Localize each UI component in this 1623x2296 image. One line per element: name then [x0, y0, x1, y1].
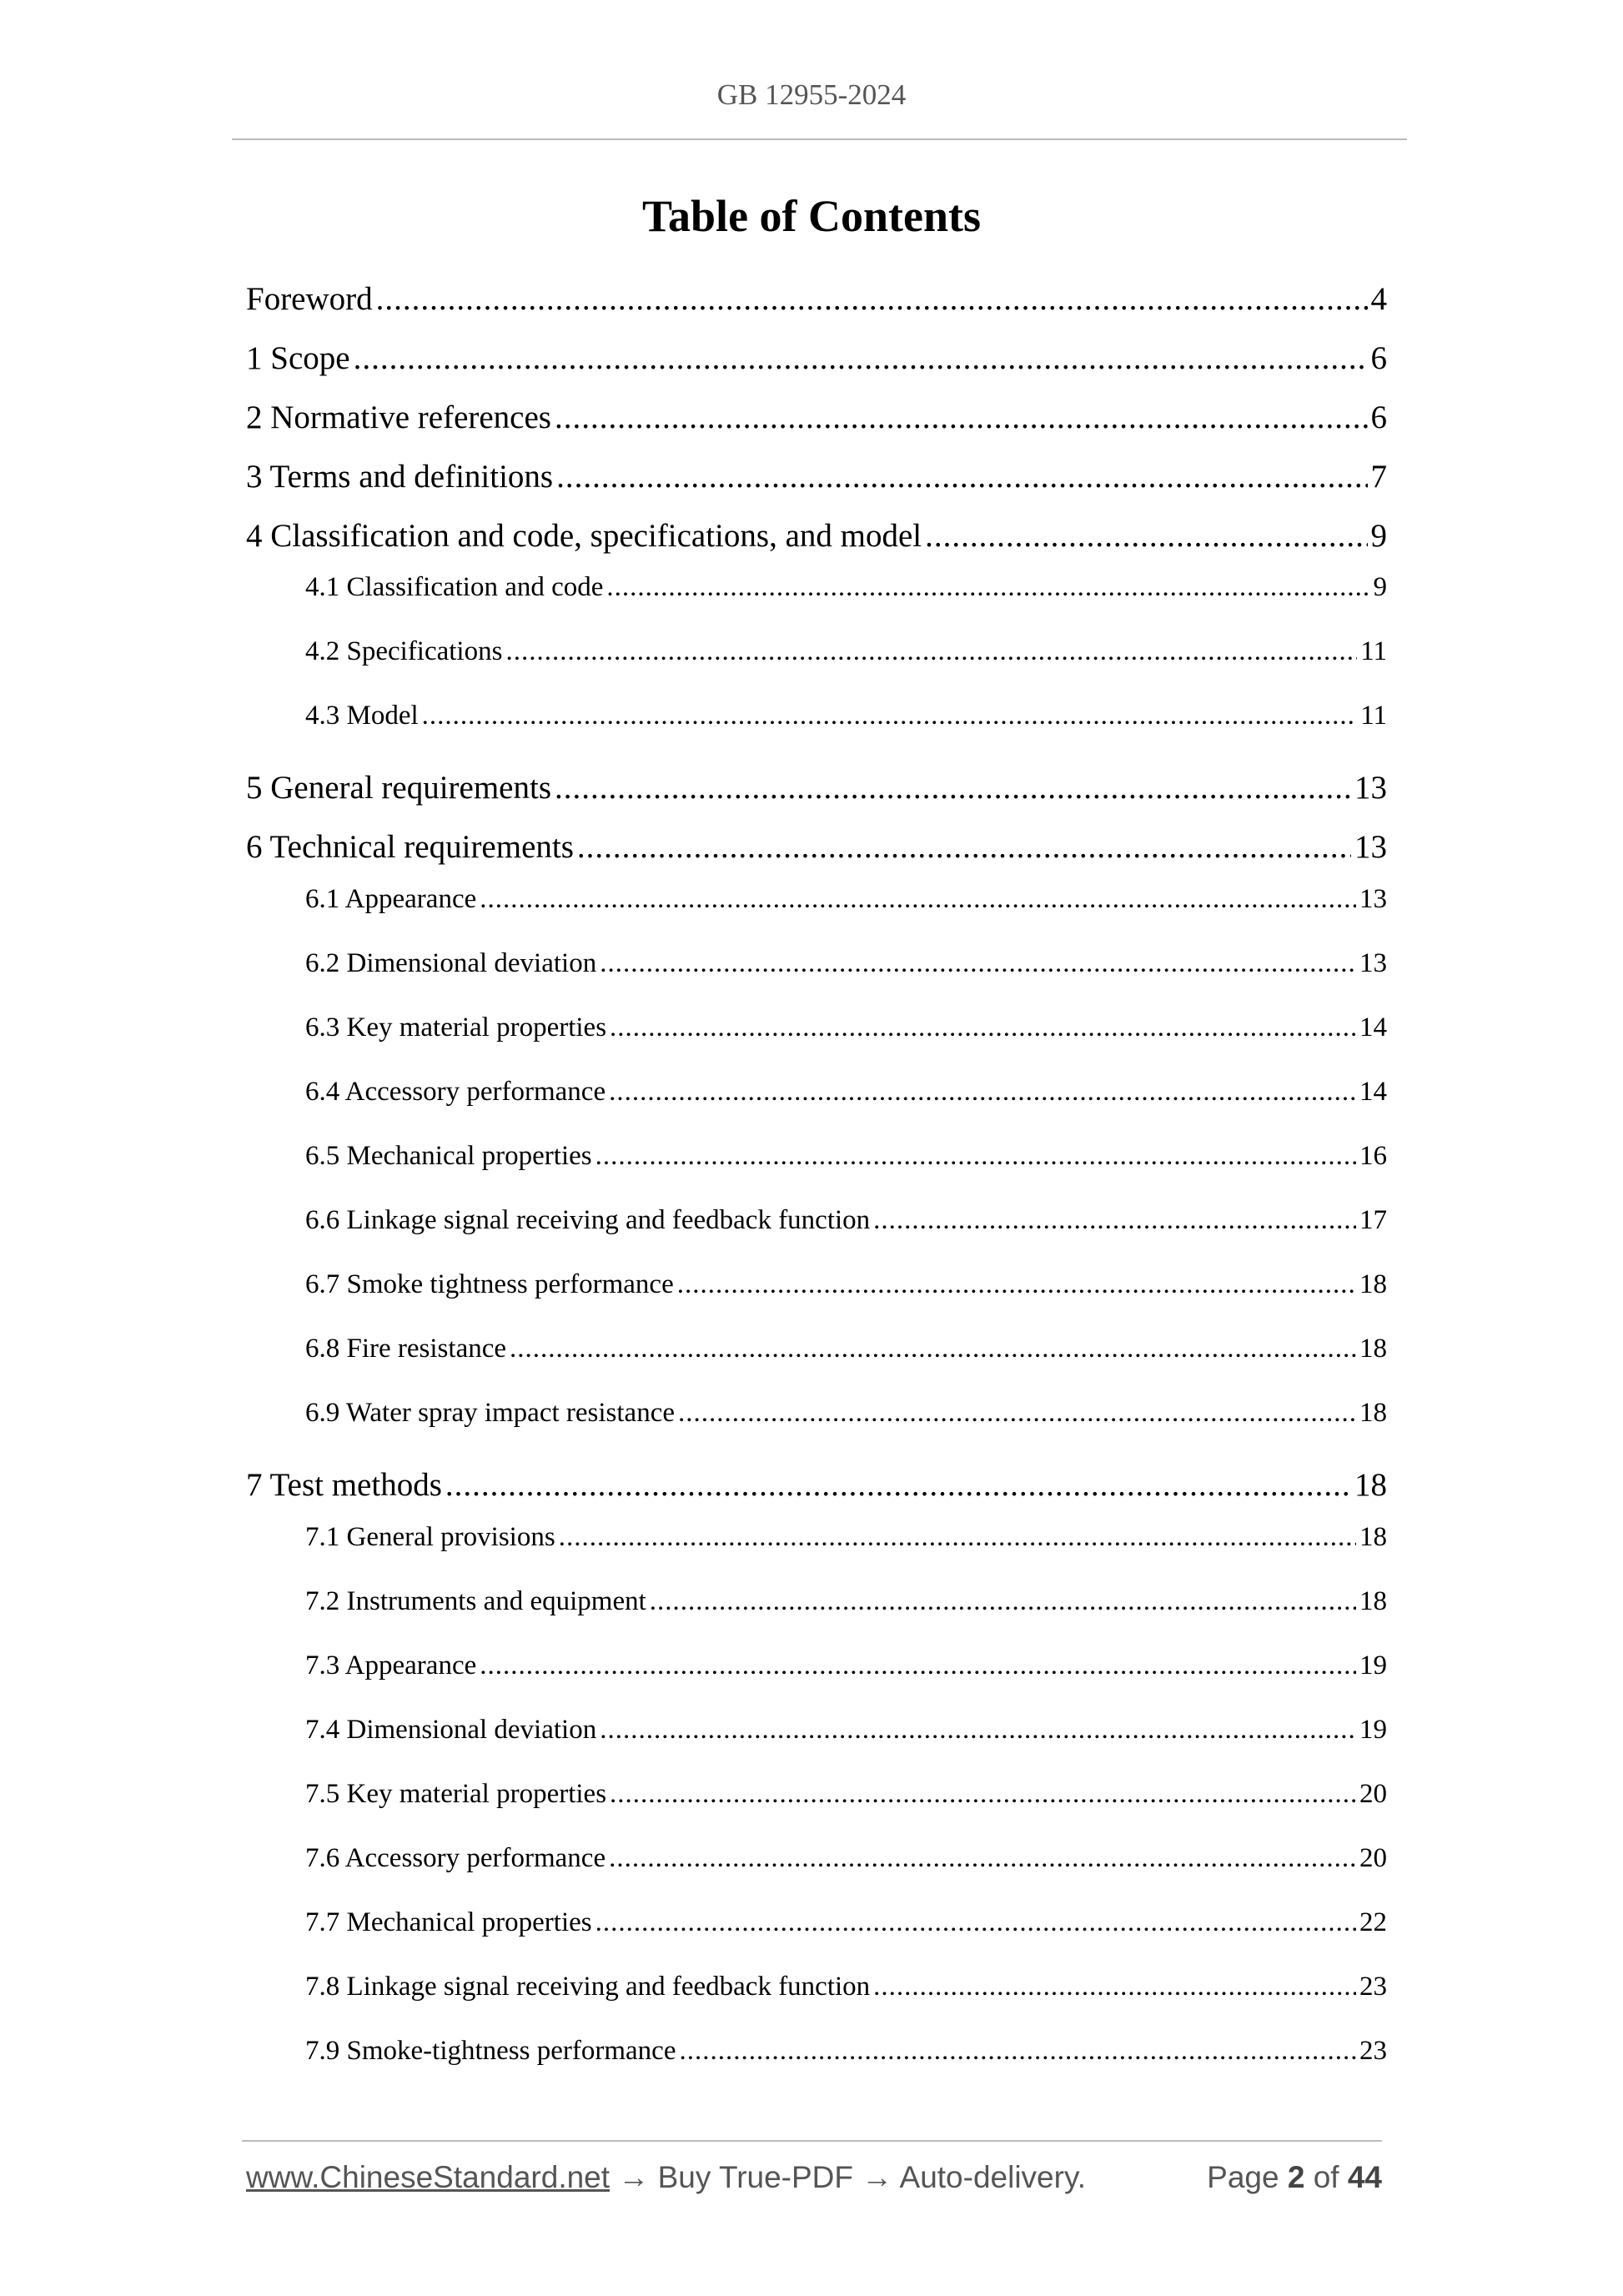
- toc-entry-page: 9: [1373, 572, 1387, 602]
- toc-entry-page: 19: [1359, 1650, 1387, 1681]
- toc-entry-6-9[interactable]: [305, 1398, 1387, 1429]
- toc-entry-page: 18: [1359, 1334, 1387, 1364]
- toc-entry-page: 11: [1360, 636, 1387, 666]
- toc-entry-label: 7.6 Accessory performance: [305, 1843, 606, 1873]
- toc-entry-page: 14: [1359, 1077, 1387, 1107]
- toc-entry-label: 6.1 Appearance: [305, 884, 477, 914]
- toc-entry-6-2[interactable]: [305, 948, 1387, 979]
- toc-entry-page: 17: [1359, 1205, 1387, 1235]
- toc-entry-label: 6.4 Accessory performance: [305, 1077, 606, 1107]
- dot-leader: [609, 1843, 1356, 1874]
- dot-leader: [480, 884, 1356, 915]
- toc-entry-page: 20: [1359, 1843, 1387, 1873]
- toc-entry-label: 7 Test methods: [246, 1467, 442, 1503]
- toc-entry-6-6[interactable]: [305, 1205, 1387, 1236]
- toc-entry-page: 23: [1359, 1972, 1387, 2002]
- toc-entry-page: 18: [1354, 1467, 1387, 1503]
- toc-entry-label: 7.8 Linkage signal receiving and feedback function: [305, 1972, 871, 2002]
- toc-entry-page: 14: [1359, 1012, 1387, 1042]
- toc-entry-page: 6: [1370, 340, 1387, 376]
- toc-entry-page: 23: [1359, 2036, 1387, 2066]
- toc-entry-label: 7.7 Mechanical properties: [305, 1907, 592, 1937]
- total-pages-number: 44: [1347, 2160, 1382, 2194]
- toc-entry-page: 13: [1354, 770, 1387, 806]
- website-link[interactable]: www.ChineseStandard.net: [246, 2160, 611, 2194]
- toc-entry-7-8[interactable]: [305, 1972, 1387, 2002]
- toc-entry-label: 5 General requirements: [246, 770, 552, 806]
- toc-entry-page: 18: [1359, 1398, 1387, 1428]
- dot-leader: [610, 1012, 1356, 1043]
- dot-leader: [650, 1586, 1356, 1617]
- toc-entry-page: 18: [1359, 1586, 1387, 1616]
- dot-leader: [600, 1715, 1356, 1746]
- toc-entry-label: 4 Classification and code, specifications, and model: [246, 518, 922, 554]
- toc-entry-page: 20: [1359, 1779, 1387, 1809]
- toc-entry-7-1[interactable]: [305, 1522, 1387, 1553]
- toc-entry-7-7[interactable]: [305, 1907, 1387, 1938]
- toc-entry-1[interactable]: [246, 339, 1387, 377]
- dot-leader: [609, 1077, 1356, 1108]
- toc-entry-label: 3 Terms and definitions: [246, 459, 554, 495]
- toc-entry-label: 6.7 Smoke tightness performance: [305, 1269, 674, 1299]
- toc-entry-label: 6.5 Mechanical properties: [305, 1141, 592, 1171]
- dot-leader: [600, 948, 1356, 979]
- current-page-number: 2: [1287, 2160, 1305, 2194]
- toc-entry-label: Foreword: [246, 281, 373, 317]
- dot-leader: [555, 399, 1368, 436]
- page-counter: [1207, 2160, 1382, 2195]
- toc-entry-page: 18: [1359, 1522, 1387, 1552]
- toc-entry-7-4[interactable]: [305, 1715, 1387, 1746]
- toc-entry-label: 7.1 General provisions: [305, 1522, 555, 1552]
- toc-entry-label: 6.2 Dimensional deviation: [305, 948, 597, 978]
- dot-leader: [510, 1334, 1356, 1364]
- toc-entry-page: 7: [1370, 459, 1387, 495]
- toc-entry-label: 7.9 Smoke-tightness performance: [305, 2036, 676, 2066]
- toc-entry-page: 13: [1354, 829, 1387, 865]
- toc-entry-page: 22: [1359, 1907, 1387, 1937]
- dot-leader: [480, 1650, 1356, 1681]
- toc-entry-5[interactable]: [246, 769, 1387, 806]
- toc-entry-7-9[interactable]: [305, 2036, 1387, 2067]
- toc-entry-page: 13: [1359, 948, 1387, 978]
- toc-entry-label: 7.2 Instruments and equipment: [305, 1586, 646, 1616]
- dot-leader: [354, 339, 1368, 377]
- dot-leader: [505, 636, 1357, 667]
- dot-leader: [555, 769, 1351, 806]
- toc-entry-label: 6.9 Water spray impact resistance: [305, 1398, 675, 1428]
- dot-leader: [873, 1972, 1356, 2002]
- toc-entry-page: 6: [1370, 399, 1387, 435]
- toc-entry-7[interactable]: [246, 1466, 1387, 1504]
- toc-entry-6-1[interactable]: [305, 884, 1387, 915]
- toc-entry-7-3[interactable]: [305, 1650, 1387, 1681]
- toc-entry-page: 13: [1359, 884, 1387, 914]
- dot-leader: [606, 572, 1369, 603]
- toc-entry-label: 6.3 Key material properties: [305, 1012, 607, 1042]
- page-label: Page: [1207, 2160, 1279, 2194]
- page-of-label: of: [1313, 2160, 1339, 2194]
- dot-leader: [679, 2036, 1356, 2067]
- page-title: Table of Contents: [641, 191, 982, 241]
- toc-entry-4[interactable]: [246, 517, 1387, 555]
- toc-entry-4-2[interactable]: [305, 636, 1387, 667]
- toc-entry-4-1[interactable]: [305, 572, 1387, 603]
- dot-leader: [577, 828, 1351, 866]
- page-footer: [246, 2160, 1382, 2202]
- toc-entry-page: 11: [1360, 701, 1387, 731]
- toc-entry-label: 4.1 Classification and code: [305, 572, 604, 602]
- footer-divider: [242, 2140, 1382, 2142]
- toc-entry-label: 6.8 Fire resistance: [305, 1334, 507, 1364]
- toc-entry-label: 7.4 Dimensional deviation: [305, 1715, 597, 1745]
- toc-entry-page: 19: [1359, 1715, 1387, 1745]
- toc-entry-2[interactable]: [246, 399, 1387, 436]
- dot-leader: [422, 701, 1358, 731]
- toc-entry-6-5[interactable]: [305, 1141, 1387, 1172]
- dot-leader: [445, 1466, 1351, 1504]
- toc-entry-foreword[interactable]: [246, 280, 1387, 318]
- toc-entry-page: 9: [1370, 518, 1387, 554]
- dot-leader: [556, 458, 1367, 495]
- dot-leader: [595, 1907, 1356, 1938]
- toc-entry-label: 2 Normative references: [246, 399, 551, 435]
- toc-entry-label: 4.3 Model: [305, 701, 419, 731]
- dot-leader: [677, 1269, 1356, 1300]
- toc-entry-6-8[interactable]: [305, 1334, 1387, 1364]
- footer-promo: [246, 2160, 1086, 2195]
- dot-leader: [559, 1522, 1356, 1553]
- toc-entry-3[interactable]: [246, 458, 1387, 495]
- dot-leader: [376, 280, 1368, 318]
- toc-entry-label: 6 Technical requirements: [246, 829, 574, 865]
- toc-entry-page: 4: [1370, 281, 1387, 317]
- toc-entry-page: 18: [1359, 1269, 1387, 1299]
- toc-entry-4-3[interactable]: [305, 701, 1387, 731]
- dot-leader: [595, 1141, 1356, 1172]
- toc-entry-page: 16: [1359, 1141, 1387, 1171]
- toc-entry-label: 7.5 Key material properties: [305, 1779, 607, 1809]
- toc-entry-7-6[interactable]: [305, 1843, 1387, 1874]
- toc-entry-label: 7.3 Appearance: [305, 1650, 477, 1681]
- dot-leader: [610, 1779, 1356, 1810]
- toc-entry-6-7[interactable]: [305, 1269, 1387, 1300]
- toc-entry-6[interactable]: [246, 828, 1387, 866]
- toc-entry-label: 4.2 Specifications: [305, 636, 503, 666]
- toc-entry-label: 6.6 Linkage signal receiving and feedback function: [305, 1205, 871, 1235]
- toc-entry-6-4[interactable]: [305, 1077, 1387, 1108]
- toc-entry-label: 1 Scope: [246, 340, 350, 376]
- footer-promo-text: → Buy True-PDF → Auto-delivery.: [618, 2160, 1086, 2194]
- dot-leader: [678, 1398, 1356, 1429]
- document-header: GB 12955-2024: [716, 78, 907, 111]
- toc-entry-6-3[interactable]: [305, 1012, 1387, 1043]
- toc-entry-7-2[interactable]: [305, 1586, 1387, 1617]
- dot-leader: [873, 1205, 1356, 1236]
- dot-leader: [925, 517, 1367, 555]
- toc-entry-7-5[interactable]: [305, 1779, 1387, 1810]
